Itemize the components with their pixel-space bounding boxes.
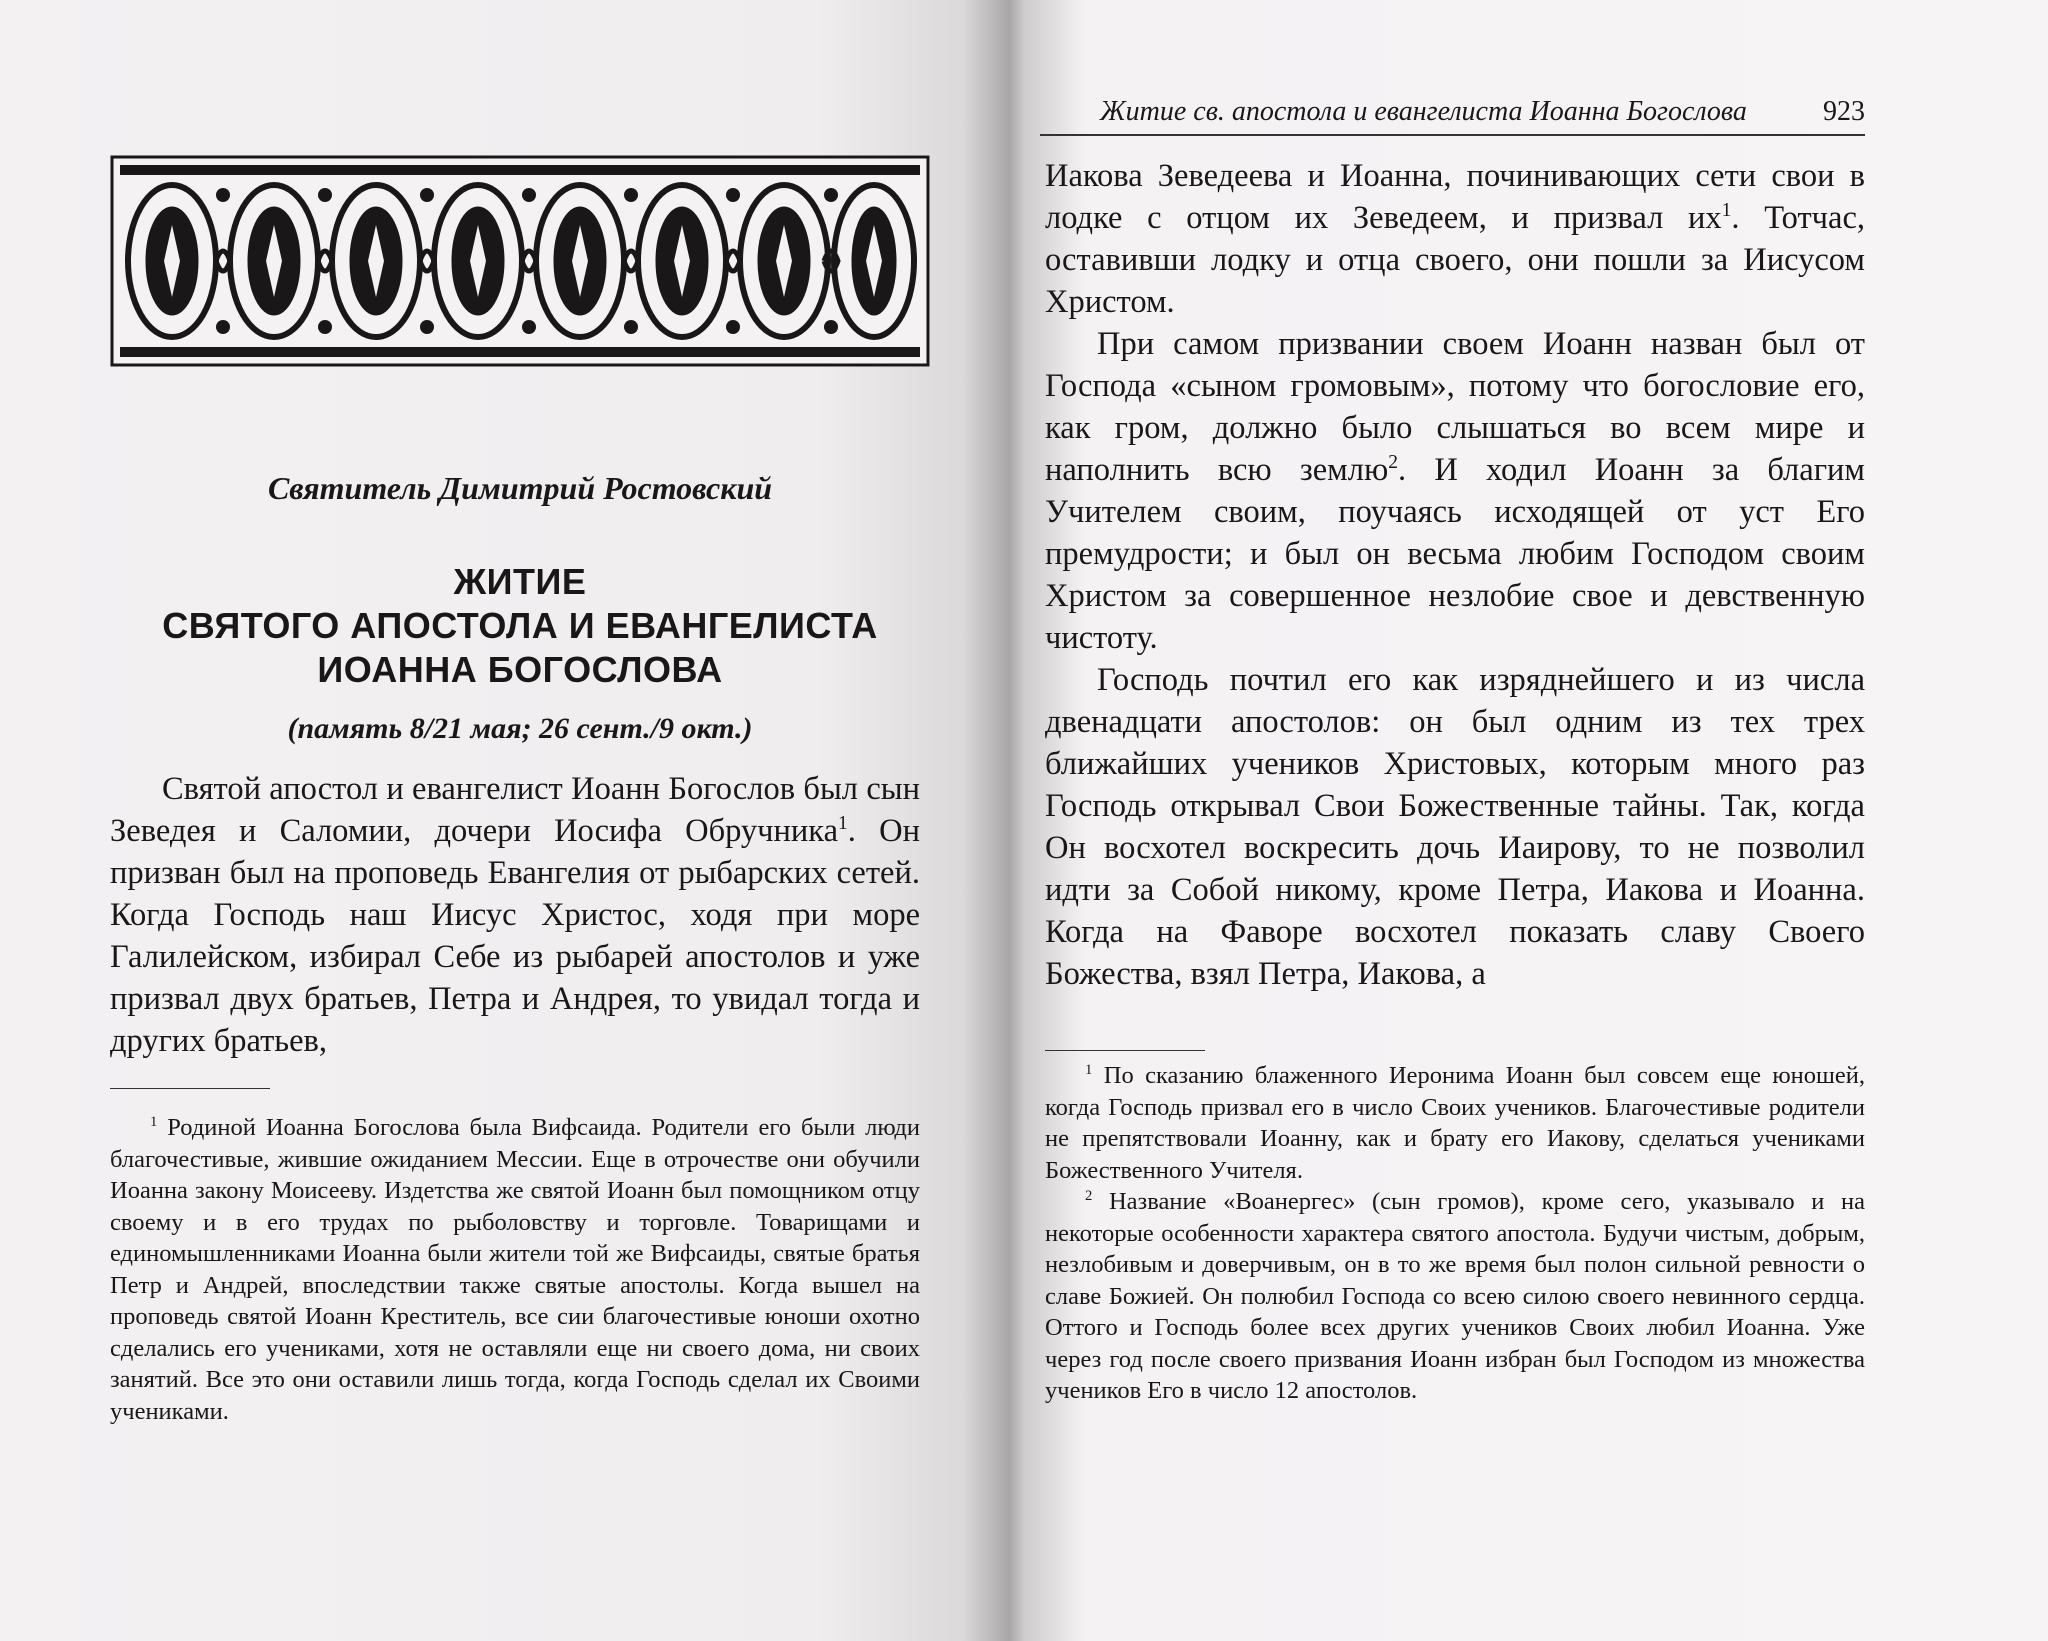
footnotes-right [1045,1060,1865,1407]
footnote-ref[interactable]: 1 [1721,200,1732,222]
paragraph [110,768,920,1062]
author-name: Святитель Димитрий Ростовский [267,470,773,506]
text-run: . И ходил Иоанн за благим Учителем своим, поучаясь исходящей от уст Его премудрости; и был он весьма любим Господом своим Христом за совершенное незлобие свое и девственную чистоту. [1045,452,1865,656]
text-run: . Он призван был на проповедь Евангелия от рыбарских сетей. Когда Господь наш Иисус Христос, ходя при море Галилейском, избирал Себе из рыбарей апостолов и уже призвал двух братьев, Петра и Андрея, то увидал тогда и других братьев, [110,813,920,1059]
running-head-title: Житие св. апостола и евангелиста Иоанна Богослова [1100,96,1747,127]
footnotes-left [110,1112,920,1427]
footnote-ref[interactable]: 2 [1388,452,1398,474]
footnote-text: Родиной Иоанна Богослова была Вифсаида. Родители его были люди благочестивые, жившие ожиданием Мессии. Еще в отрочестве они обучили Иоанна закону Моисееву. Издетства же святой Иоанн был помощником отцу своему и в его трудах по рыболовству и торговле. Товарищами и единомышленниками Иоанна были жители той же Вифсаиды, святые братья Петр и Андрей, впоследствии также святые апостолы. Когда вышел на проповедь святой Иоанн Креститель, все сии благочестивые юноши охотно сделались его учениками, хотя не оставляли еще ни своего дома, ни своих занятий. Все это они оставили лишь тогда, когда Господь сделал их Своими учениками. [110,1114,921,1425]
body-text-left [110,768,920,1062]
footnote [110,1112,920,1427]
footnote-mark: 1 [150,1113,158,1130]
ornamental-header-band [110,155,930,367]
footnote-ref[interactable]: 1 [838,813,848,835]
body-text-right [1045,155,1865,995]
text-run: . Тотчас, оставивши лодку и отца своего, они пошли за Иисусом Христом. [1045,200,1865,320]
paragraph [1045,155,1865,323]
footnote-text: Название «Воанергес» (сын громов), кроме сего, указывало и на некоторые особенности характера святого апостола. Будучи чистым, добрым, незлобивым и доверчивым, он в то же время был полон сильной ревности о славе Божией. Он полюбил Господа со всею силою своего невинного сердца. Оттого и Господь более всех других учеников Своих любил Иоанна. Уже через год после своего призвания Иоанн избран был Господом из множества учеников Его в число 12 апостолов. [1045,1188,1866,1404]
left-page [0,0,1000,1641]
title-line: ИОАННА БОГОСЛОВА [317,649,723,690]
text-run: При самом призвании своем Иоанн назван был от Господа «сыном громовым», потому что богословие его, как гром, должно было слышаться во всем мире и наполнить всю землю [1045,326,1865,488]
text-run: Святой апостол и евангелист Иоанн Богослов был сын Зеведея и Саломии, дочери Иосифа Обручника [110,771,920,849]
footnote-rule [1045,1050,1205,1051]
footnote [1045,1060,1865,1186]
text-run: Иакова Зеведеева и Иоанна, починивающих сети свои в лодке с отцом их Зеведеем, и призвал их [1045,158,1865,236]
memory-dates: (память 8/21 мая; 26 сент./9 окт.) [287,712,753,745]
footnote-text: По сказанию блаженного Иеронима Иоанн был совсем еще юношей, когда Господь призвал его в число Своих учеников. Благочестивые родители не препятствовали Иоанну, как и брату его Иакову, сделаться учениками Божественного Учителя. [1045,1062,1866,1184]
footnote-mark: 2 [1085,1187,1093,1204]
ornament-palmette-icon [110,155,930,367]
footnote [1045,1186,1865,1407]
running-head [1040,92,1865,136]
footnote-mark: 1 [1085,1061,1093,1078]
page-title [110,560,930,692]
page-number: 923 [1823,96,1865,127]
title-line: ЖИТИЕ [453,561,587,602]
footnote-rule [110,1088,270,1089]
paragraph: Господь почтил его как изряднейшего и из числа двенадцати апостолов: он был одним из тех трех ближайших учеников Христовых, которым много раз Господь открывал Свои Божественные тайны. Так, когда Он восхотел воскресить дочь Иаирову, то не позволил идти за Собой никому, кроме Петра, Иакова и Иоанна. Когда на Фаворе восхотел показать славу Своего Божества, взял Петра, Иакова, а [1045,662,1865,992]
paragraph [1045,323,1865,659]
title-line: СВЯТОГО АПОСТОЛА И ЕВАНГЕЛИСТА [162,605,878,646]
